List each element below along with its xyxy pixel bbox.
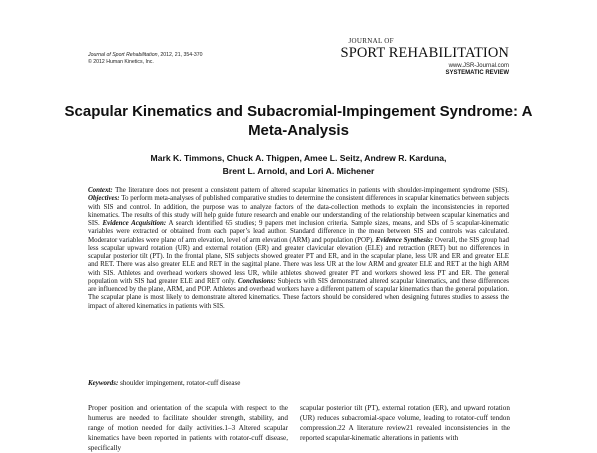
body-column-left: Proper position and orientation of the scapula with respect to the humerus are needed to facilitate shoulder strength, stability, and range of motion needed for daily activities.1–3 Altered scapular kinematics have been reported in patients with rotator-cuff disease, specifically — [88, 404, 288, 452]
copyright: © 2012 Human Kinetics, Inc. — [88, 59, 154, 65]
abstract — [88, 186, 509, 310]
abstract-evidence-synthesis-text: Overall, the SIS group had less scapular upward rotation (UR) and external rotation (ER) and greater clavicular elevation (ELE) and retraction (RET) but no differences in scapular posterior tilt (PT). In the frontal plane, SIS subjects showed greater PT and ER, and in the scapular plane, less UR and ER and greater ELE and RET. There was also greater ELE and RET in the sagittal plane. There was less UR at the low ARM and greater ELE and RET at the high ARM with SIS. Athletes and overhead workers showed less UR, while athletes showed greater PT and workers showed less PT and ER. The general population with SIS had greater ELE and RET only. — [88, 235, 509, 285]
abstract-evidence-acquisition-text: A search identified 65 studies; 9 papers met inclusion criteria. Sample sizes, means, and SDs of 5 scapular-kinematic variables were extracted or obtained from each paper’s lead author. Standard difference in the mean between SIS and controls was calculated. Moderator variables were plane of arm elevation, level of arm elevation (ARM) and population (POP). — [88, 219, 509, 244]
article-section: SYSTEMATIC REVIEW — [445, 69, 509, 76]
abstract-objectives-text: To perform meta-analyses of published comparative studies to determine the consistent differences in scapular kinematics between subjects with SIS and control. In addition, the purpose was to analyze factors of the data-collection methods to explain the inconsistencies in reported kinematics. The results of this study will help guide future research and enable our understanding of the relationship between scapular kinematics and SIS. — [88, 194, 509, 227]
journal-logo — [341, 38, 509, 76]
abstract-context-text: The literature does not present a consistent pattern of altered scapular kinematics in patients with shoulder-impingement syndrome (SIS). — [112, 186, 509, 194]
journal-url: www.JSR-Journal.com — [448, 62, 509, 69]
logo-line2: SPORT REHABILITATION — [340, 45, 509, 61]
abstract-evidence-acquisition-label: Evidence Acquisition: — [102, 219, 167, 227]
abstract-evidence-synthesis-label: Evidence Synthesis: — [375, 235, 433, 244]
page-header — [88, 37, 509, 82]
authors-line-1: Mark K. Timmons, Chuck A. Thigpen, Amee L. Seitz, Andrew R. Karduna, — [150, 153, 447, 163]
authors — [80, 152, 517, 178]
keywords — [88, 379, 509, 388]
authors-line-2: Brent L. Arnold, and Lori A. Michener — [222, 166, 375, 176]
keywords-text: shoulder impingement, rotator-cuff disease — [118, 379, 241, 387]
journal-citation — [88, 52, 203, 66]
journal-name: Journal of Sport Rehabilitation — [88, 52, 158, 58]
abstract-objectives-label: Objectives: — [88, 194, 120, 203]
abstract-conclusions-label: Conclusions: — [237, 276, 276, 285]
abstract-conclusions-text: Subjects with SIS demonstrated altered scapular kinematics, and these differences are influenced by the plane, ARM, and POP. Athletes and overhead workers have a different pattern of scapular kinematics than the general population. The scapular plane is most likely to demonstrate altered kinematics. These factors should be considered when designing futures studies to assess the impact of altered kinematics in patients with SIS. — [88, 276, 509, 310]
body-column-right: scapular posterior tilt (PT), external rotation (ER), and upward rotation (UR) reduces subacromial-space volume, leading to rotator-cuff tendon compression.22 A literature review21 revealed inconsistencies in the reported scapular-kinematic alterations in patients with — [300, 404, 510, 442]
logo-line1: JOURNAL OF — [348, 37, 394, 45]
keywords-label: Keywords: — [88, 379, 119, 387]
citation-details: , 2012, 21, 354-370 — [157, 52, 203, 58]
article-title: Scapular Kinematics and Subacromial-Impingement Syndrome: A Meta-Analysis — [64, 103, 533, 139]
abstract-context-label: Context: — [88, 186, 113, 194]
